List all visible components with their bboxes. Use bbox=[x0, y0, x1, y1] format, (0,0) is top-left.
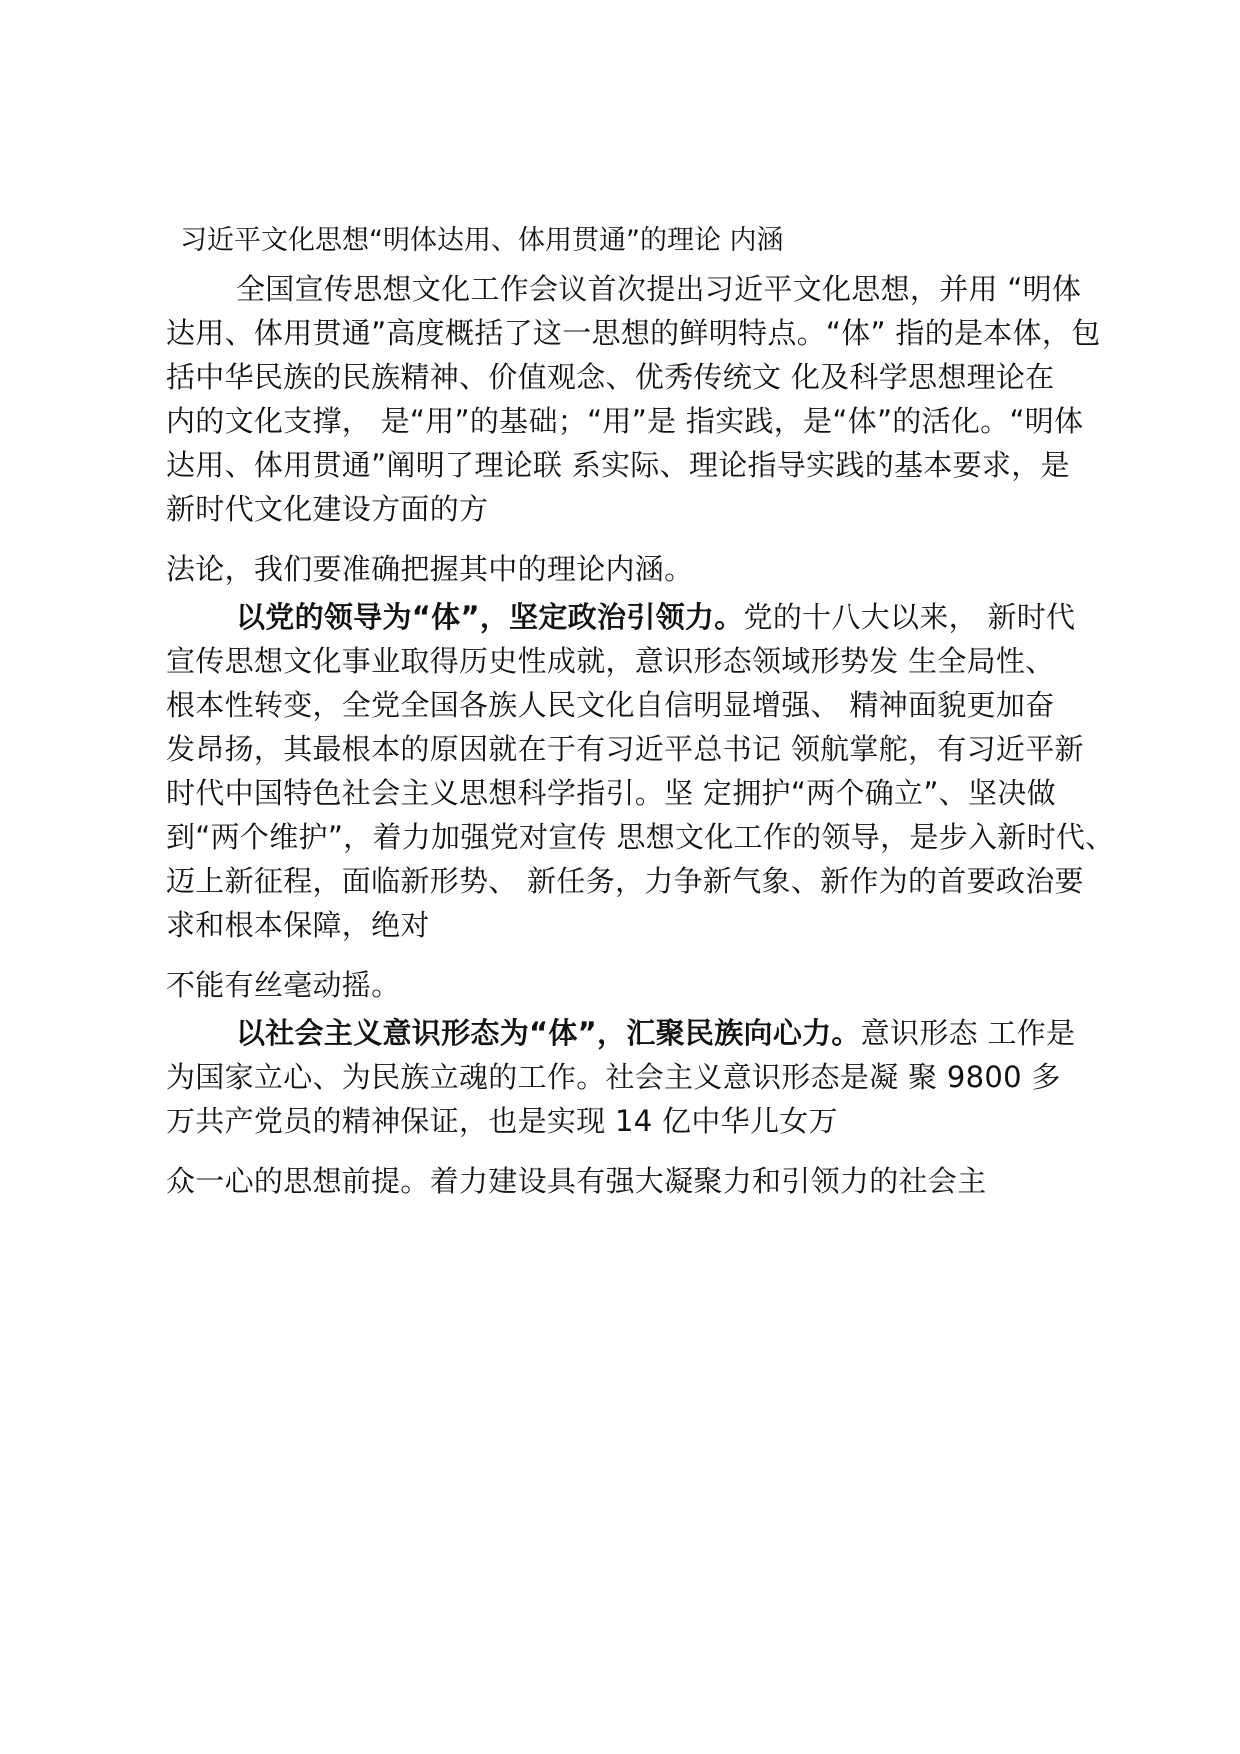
paragraph-line: 宣传思想文化事业取得历史性成就，意识形态领域形势发 生全局性、 bbox=[166, 644, 1055, 678]
paragraph-line: 到“两个维护”，着力加强党对宣传 思想文化工作的领导，是步入新时代、 bbox=[166, 820, 1115, 854]
paragraph-line: 求和根本保障，绝对 bbox=[166, 908, 430, 942]
paragraph-line: 发昂扬，其最根本的原因就在于有习近平总书记 领航掌舵，有习近平新 bbox=[166, 732, 1084, 766]
paragraph-line: 达用、体用贯通”阐明了理论联 系实际、理论指导实践的基本要求，是 bbox=[166, 448, 1070, 482]
section-heading: 以党的领导为“体”，坚定政治引领力。 bbox=[236, 600, 744, 634]
paragraph-line: 达用、体用贯通”高度概括了这一思想的鲜明特点。“体” 指的是本体，包 bbox=[166, 316, 1101, 350]
paragraph-line: 时代中国特色社会主义思想科学指引。坚 定拥护“两个确立”、坚决做 bbox=[166, 776, 1056, 810]
paragraph-line bbox=[236, 597, 1176, 637]
paragraph-text: 党的十八大以来， 新时代 bbox=[743, 600, 1076, 634]
paragraph-text: 意识形态 工作是 bbox=[860, 1016, 1076, 1050]
paragraph-line: 不能有丝毫动摇。 bbox=[166, 968, 401, 1002]
paragraph-line: 迈上新征程，面临新形势、 新任务，力争新气象、新作为的首要政治要 bbox=[166, 864, 1084, 898]
paragraph-line: 内的文化支撑， 是“用”的基础；“用”是 指实践，是“体”的活化。“明体 bbox=[166, 404, 1084, 438]
paragraph-line bbox=[236, 1013, 1176, 1053]
paragraph-line: 新时代文化建设方面的方 bbox=[166, 492, 489, 526]
paragraph-line: 为国家立心、为民族立魂的工作。社会主义意识形态是凝 聚 9800 多 bbox=[166, 1060, 1061, 1094]
paragraph-line: 全国宣传思想文化工作会议首次提出习近平文化思想，并用 “明体 bbox=[236, 272, 1082, 306]
document-title: 习近平文化思想“明体达用、体用贯通”的理论 内涵 bbox=[180, 225, 784, 256]
paragraph-line: 众一心的思想前提。着力建设具有强大凝聚力和引领力的社会主 bbox=[166, 1164, 987, 1198]
paragraph-line: 法论，我们要准确把握其中的理论内涵。 bbox=[166, 552, 694, 586]
section-heading: 以社会主义意识形态为“体”，汇聚民族向心力。 bbox=[236, 1016, 861, 1050]
paragraph-line: 万共产党员的精神保证，也是实现 14 亿中华儿女万 bbox=[166, 1104, 838, 1138]
paragraph-line: 根本性转变，全党全国各族人民文化自信明显增强、 精神面貌更加奋 bbox=[166, 688, 1055, 722]
paragraph-line: 括中华民族的民族精神、价值观念、优秀传统文 化及科学思想理论在 bbox=[166, 360, 1055, 394]
